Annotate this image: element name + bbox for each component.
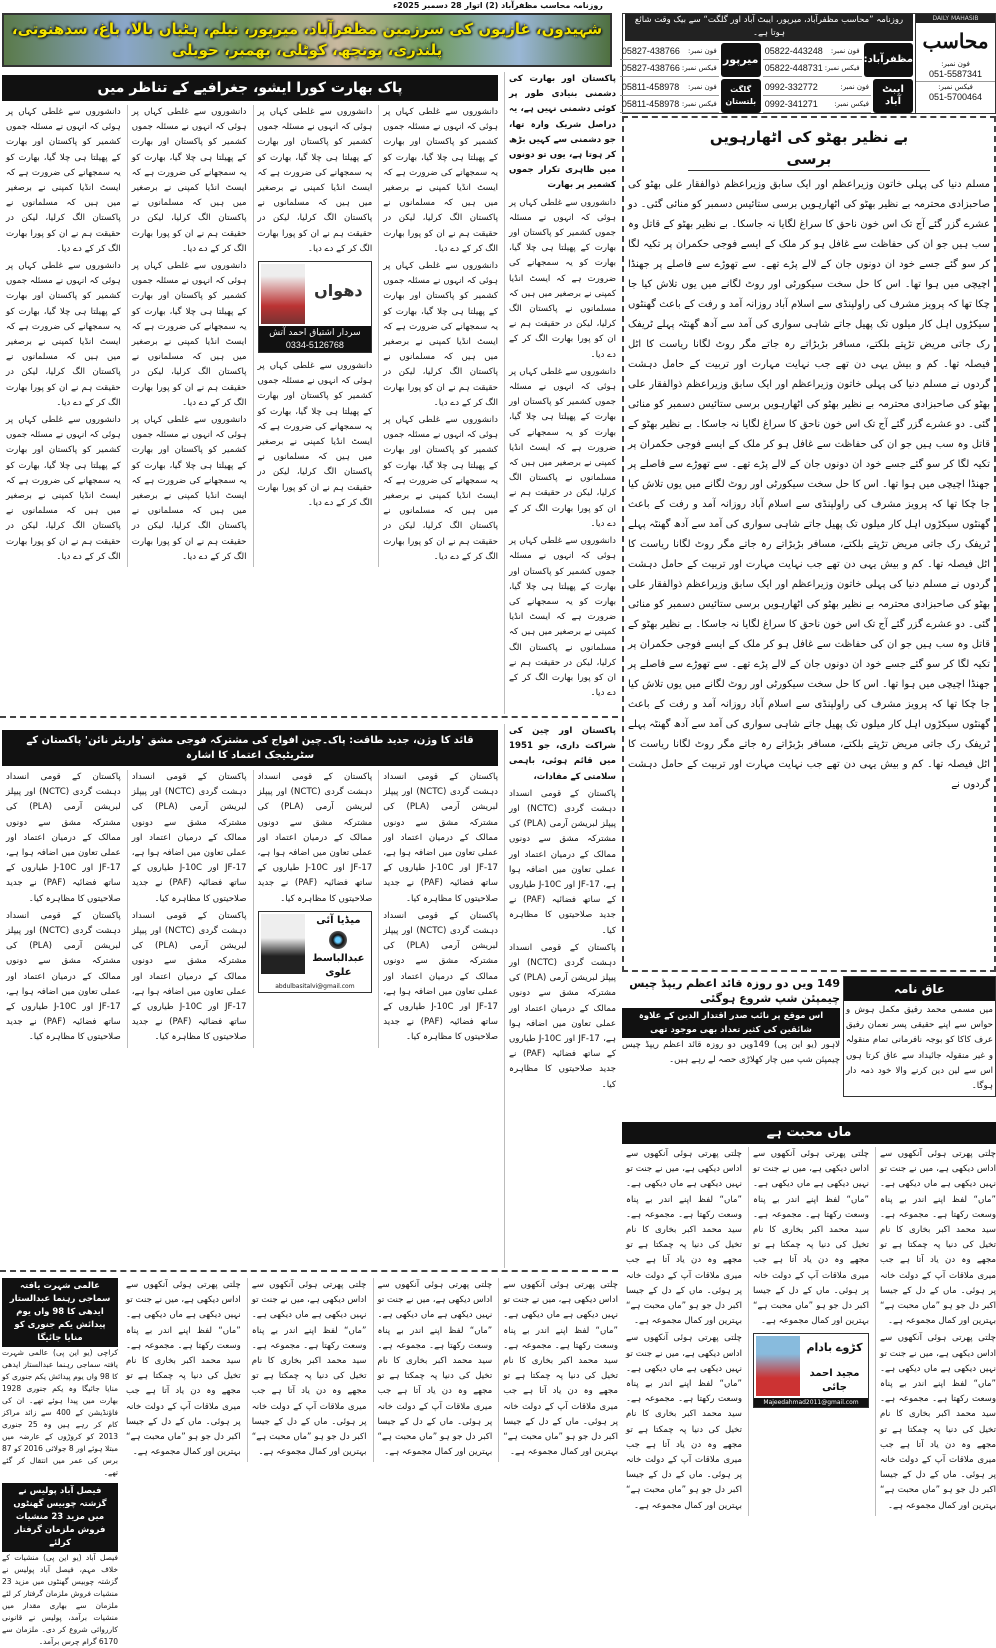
chess-news xyxy=(622,976,840,1068)
office-abbottabad: ایبٹ آباد فون نمبر: 0992-332772 فیکس نمبر: 0992-341271 xyxy=(763,79,913,113)
tagline: روزنامہ ”محاسب مظفرآباد، میرپور، ایبٹ آباد اور گلگت“ سے بیک وقت شائع ہوتا ہے۔ xyxy=(625,14,913,41)
faisalabad-news-title: فیصل آباد پولیس نے گزشتہ چوبیس گھنٹوں میں مزید 23 منشیات فروش ملزمان گرفتار کرلئے xyxy=(2,1483,118,1552)
author-box xyxy=(258,261,373,353)
notice-body: میں مسمی محمد رفیق مکمل ہوش و حواس سے اپنے حقیقی پسر نعمان رفیق عرف کاکا کو بوجہ نافرمانی تمام منقولہ و غیر منقولہ جائیداد سے عاق کرتا ہوں اس سے لین دین کرنے والا خود ذمہ دار ہوگا۔ xyxy=(846,1005,993,1092)
author-box-2 xyxy=(258,911,373,993)
camera-icon xyxy=(329,931,347,949)
author-name: عبدالباسط علوی xyxy=(312,952,365,978)
islamabad-fax: فیکس نمبر: 051-5700464 xyxy=(928,83,983,102)
article-2-lead: پاکستان اور چین کی شراکت داری، جو 1951 میں قائم ہوئی، باہمی سلامتی کے مفادات، xyxy=(509,726,616,782)
chess-news-body: لاہور (یو این پی) 149ویں دو روزہ قائد اعظم ریپڈ چیس چیمپئن شپ میں چار کھلاڑی حصہ لے رہے ہیں۔ xyxy=(622,1040,841,1066)
article-1-body: دانشوروں سے غلطی کہاں پر ہوئی کہ انہوں نے مسئلہ جموں کشمیر کو پاکستان اور بھارت کے پھیلتا ہی چلا گیا، بھارت کو یہ سمجھانے کی ضرورت ہے کہ ایسٹ انڈیا کمپنی نے برصغیر میں ہیں کہ مسلمانوں نے پاکستان الگ کرلیا، لیکن در حقیقت ہم نے ان کو پورا بھارت الگ کر کے دے دیا۔ دانشوروں سے غلطی کہاں پر ہوئی کہ انہوں نے مسئلہ جموں کشمیر کو پاکستان اور بھارت کے پھیلتا ہی چلا گیا، بھارت کو یہ سمجھانے کی ضرورت ہے کہ ایسٹ انڈیا کمپنی نے برصغیر میں ہیں کہ مسلمانوں نے پاکستان الگ کرلیا، لیکن در حقیقت ہم نے ان کو پورا بھارت الگ کر کے دے دیا۔ دانشوروں سے غلطی کہاں پر ہوئی کہ انہوں نے مسئلہ جموں کشمیر کو پاکستان اور بھارت کے پھیلتا ہی چلا گیا، بھارت کو یہ سمجھانے کی ضرورت ہے کہ ایسٹ انڈیا کمپنی نے برصغیر میں ہیں کہ مسلمانوں نے پاکستان الگ کرلیا، لیکن در حقیقت ہم نے ان کو پورا بھارت الگ کر کے دے دیا۔ دانشوروں سے غلطی کہاں پر ہوئی کہ انہوں نے مسئلہ جموں کشمیر کو پاکستان اور بھارت کے پھیلتا ہی چلا گیا، بھارت کو یہ سمجھانے کی ضرورت ہے کہ ایسٹ انڈیا کمپنی نے برصغیر میں ہیں کہ مسلمانوں نے پاکستان الگ کرلیا، لیکن در حقیقت ہم نے ان کو پورا بھارت الگ کر کے دے دیا۔ دھواں سردار اشتیاق احمد آتش 0334-5126768 دانشوروں سے غلطی کہاں پر ہوئی کہ انہوں نے مسئلہ جموں کشمیر کو پاکستان اور بھارت کے پھیلتا ہی چلا گیا، بھارت کو یہ سمجھانے کی ضرورت ہے کہ ایسٹ انڈیا کمپنی نے برصغیر میں ہیں کہ مسلمانوں نے پاکستان الگ کرلیا، لیکن در حقیقت ہم نے ان کو پورا بھارت الگ کر کے دے دیا۔ دانشوروں سے غلطی کہاں پر ہوئی کہ انہوں نے مسئلہ جموں کشمیر کو پاکستان اور بھارت کے پھیلتا ہی چلا گیا، بھارت کو یہ سمجھانے کی ضرورت ہے کہ ایسٹ انڈیا کمپنی نے برصغیر میں ہیں کہ مسلمانوں نے پاکستان الگ کرلیا، لیکن در حقیقت ہم نے ان کو پورا بھارت الگ کر کے دے دیا۔ دانشوروں سے غلطی کہاں پر ہوئی کہ انہوں نے مسئلہ جموں کشمیر کو پاکستان اور بھارت کے پھیلتا ہی چلا گیا، بھارت کو یہ سمجھانے کی ضرورت ہے کہ ایسٹ انڈیا کمپنی نے برصغیر میں ہیں کہ مسلمانوں نے پاکستان الگ کرلیا، لیکن در حقیقت ہم نے ان کو پورا بھارت الگ کر کے دے دیا۔ دانشوروں سے غلطی کہاں پر ہوئی کہ انہوں نے مسئلہ جموں کشمیر کو پاکستان اور بھارت کے پھیلتا ہی چلا گیا، بھارت کو یہ سمجھانے کی ضرورت ہے کہ ایسٹ انڈیا کمپنی نے برصغیر میں ہیں کہ مسلمانوں نے پاکستان الگ کرلیا، لیکن در حقیقت ہم نے ان کو پورا بھارت الگ کر کے دے دیا۔ دانشوروں سے غلطی کہاں پر ہوئی کہ انہوں نے مسئلہ جموں کشمیر کو پاکستان اور بھارت کے پھیلتا ہی چلا گیا، بھارت کو یہ سمجھانے کی ضرورت ہے کہ ایسٹ انڈیا کمپنی نے برصغیر میں ہیں کہ مسلمانوں نے پاکستان الگ کرلیا، لیکن در حقیقت ہم نے ان کو پورا بھارت الگ کر کے دے دیا۔ دانشوروں سے غلطی کہاں پر ہوئی کہ انہوں نے مسئلہ جموں کشمیر کو پاکستان اور بھارت کے پھیلتا ہی چلا گیا، بھارت کو یہ سمجھانے کی ضرورت ہے کہ ایسٹ انڈیا کمپنی نے برصغیر میں ہیں کہ مسلمانوں نے پاکستان الگ کرلیا، لیکن در حقیقت ہم نے ان کو پورا بھارت الگ کر کے دے دیا۔ دانشوروں سے غلطی کہاں پر ہوئی کہ انہوں نے مسئلہ جموں کشمیر کو پاکستان اور بھارت کے پھیلتا ہی چلا گیا، بھارت کو یہ سمجھانے کی ضرورت ہے کہ ایسٹ انڈیا کمپنی نے برصغیر میں ہیں کہ مسلمانوں نے پاکستان الگ کرلیا، لیکن در حقیقت ہم نے ان کو پورا بھارت الگ کر کے دے دیا۔ xyxy=(2,105,498,567)
article-2-body: پاکستان کے قومی انسداد دہشت گردی (NCTC) اور پیپلز لبریشن آرمی (PLA) کی مشترکہ مشق سے دونوں ممالک کے درمیان اعتماد اور عملی تعاون میں اضافہ ہوا ہے، JF-17 اور J-10C طیاروں کے ساتھ فضائیہ (PAF) نے جدید صلاحیتوں کا مظاہرہ کیا۔ پاکستان کے قومی انسداد دہشت گردی (NCTC) اور پیپلز لبریشن آرمی (PLA) کی مشترکہ مشق سے دونوں ممالک کے درمیان اعتماد اور عملی تعاون میں اضافہ ہوا ہے، JF-17 اور J-10C طیاروں کے ساتھ فضائیہ (PAF) نے جدید صلاحیتوں کا مظاہرہ کیا۔ پاکستان کے قومی انسداد دہشت گردی (NCTC) اور پیپلز لبریشن آرمی (PLA) کی مشترکہ مشق سے دونوں ممالک کے درمیان اعتماد اور عملی تعاون میں اضافہ ہوا ہے، JF-17 اور J-10C طیاروں کے ساتھ فضائیہ (PAF) نے جدید صلاحیتوں کا مظاہرہ کیا۔ میڈیا آئی عبدالباسط علوی abdulbasitalvi@gmail.com پاکستان کے قومی انسداد دہشت گردی (NCTC) اور پیپلز لبریشن آرمی (PLA) کی مشترکہ مشق سے دونوں ممالک کے درمیان اعتماد اور عملی تعاون میں اضافہ ہوا ہے، JF-17 اور J-10C طیاروں کے ساتھ فضائیہ (PAF) نے جدید صلاحیتوں کا مظاہرہ کیا۔ پاکستان کے قومی انسداد دہشت گردی (NCTC) اور پیپلز لبریشن آرمی (PLA) کی مشترکہ مشق سے دونوں ممالک کے درمیان اعتماد اور عملی تعاون میں اضافہ ہوا ہے، JF-17 اور J-10C طیاروں کے ساتھ فضائیہ (PAF) نے جدید صلاحیتوں کا مظاہرہ کیا۔ پاکستان کے قومی انسداد دہشت گردی (NCTC) اور پیپلز لبریشن آرمی (PLA) کی مشترکہ مشق سے دونوں ممالک کے درمیان اعتماد اور عملی تعاون میں اضافہ ہوا ہے، JF-17 اور J-10C طیاروں کے ساتھ فضائیہ (PAF) نے جدید صلاحیتوں کا مظاہرہ کیا۔ پاکستان کے قومی انسداد دہشت گردی (NCTC) اور پیپلز لبریشن آرمی (PLA) کی مشترکہ مشق سے دونوں ممالک کے درمیان اعتماد اور عملی تعاون میں اضافہ ہوا ہے، JF-17 اور J-10C طیاروں کے ساتھ فضائیہ (PAF) نے جدید صلاحیتوں کا مظاہرہ کیا۔ xyxy=(2,770,498,1048)
disownment-notice xyxy=(843,976,996,1097)
masthead xyxy=(622,13,996,114)
chess-news-title: 149 ویں دو روزہ قائد اعظم ریپڈ چیس چیمپئن شپ شروع ہوگئی xyxy=(629,977,840,1005)
article-3-body-right: چلتی پھرتی ہوئی آنکھوں سے اداس دیکھی ہے، میں نے جنت تو نہیں دیکھی ہے ماں دیکھی ہے۔ ”ماں“ لفظ اپنے اندر بے پناہ وسعت رکھتا ہے۔ مجموعہ ہے۔ سید محمد اکبر بخاری کا نام تخیل کی دنیا پہ چمکتا ہے تو مجھے وہ دن یاد آتا ہے جب میری ملاقات آپ کے دولت خانہ پر ہوئی۔ ماں کے دل کے جیسا اکبر دل جو ہو ”ماں محبت ہے“ بہترین اور کمال مجموعہ ہے۔ چلتی پھرتی ہوئی آنکھوں سے اداس دیکھی ہے، میں نے جنت تو نہیں دیکھی ہے ماں دیکھی ہے۔ ”ماں“ لفظ اپنے اندر بے پناہ وسعت رکھتا ہے۔ مجموعہ ہے۔ سید محمد اکبر بخاری کا نام تخیل کی دنیا پہ چمکتا ہے تو مجھے وہ دن یاد آتا ہے جب میری ملاقات آپ کے دولت خانہ پر ہوئی۔ ماں کے دل کے جیسا اکبر دل جو ہو ”ماں محبت ہے“ بہترین اور کمال مجموعہ ہے۔ چلتی پھرتی ہوئی آنکھوں سے اداس دیکھی ہے، میں نے جنت تو نہیں دیکھی ہے ماں دیکھی ہے۔ ”ماں“ لفظ اپنے اندر بے پناہ وسعت رکھتا ہے۔ مجموعہ ہے۔ سید محمد اکبر بخاری کا نام تخیل کی دنیا پہ چمکتا ہے تو مجھے وہ دن یاد آتا ہے جب میری ملاقات آپ کے دولت خانہ پر ہوئی۔ ماں کے دل کے جیسا اکبر دل جو ہو ”ماں محبت ہے“ بہترین اور کمال مجموعہ ہے۔ کڑوے بادام مجید احمد جائی Majeedahmad2011@gmail.com چلتی پھرتی ہوئی آنکھوں سے اداس دیکھی ہے، میں نے جنت تو نہیں دیکھی ہے ماں دیکھی ہے۔ ”ماں“ لفظ اپنے اندر بے پناہ وسعت رکھتا ہے۔ مجموعہ ہے۔ سید محمد اکبر بخاری کا نام تخیل کی دنیا پہ چمکتا ہے تو مجھے وہ دن یاد آتا ہے جب میری ملاقات آپ کے دولت خانہ پر ہوئی۔ ماں کے دل کے جیسا اکبر دل جو ہو ”ماں محبت ہے“ بہترین اور کمال مجموعہ ہے۔ چلتی پھرتی ہوئی آنکھوں سے اداس دیکھی ہے، میں نے جنت تو نہیں دیکھی ہے ماں دیکھی ہے۔ ”ماں“ لفظ اپنے اندر بے پناہ وسعت رکھتا ہے۔ مجموعہ ہے۔ سید محمد اکبر بخاری کا نام تخیل کی دنیا پہ چمکتا ہے تو مجھے وہ دن یاد آتا ہے جب میری ملاقات آپ کے دولت خانہ پر ہوئی۔ ماں کے دل کے جیسا اکبر دل جو ہو ”ماں محبت ہے“ بہترین اور کمال مجموعہ ہے۔ xyxy=(622,1147,996,1516)
article-2 xyxy=(0,722,618,1272)
article-3-body-left: چلتی پھرتی ہوئی آنکھوں سے اداس دیکھی ہے، میں نے جنت تو نہیں دیکھی ہے ماں دیکھی ہے۔ ”ماں“ لفظ اپنے اندر بے پناہ وسعت رکھتا ہے۔ مجموعہ ہے۔ سید محمد اکبر بخاری کا نام تخیل کی دنیا پہ چمکتا ہے تو مجھے وہ دن یاد آتا ہے جب میری ملاقات آپ کے دولت خانہ پر ہوئی۔ ماں کے دل کے جیسا اکبر دل جو ہو ”ماں محبت ہے“ بہترین اور کمال مجموعہ ہے۔ چلتی پھرتی ہوئی آنکھوں سے اداس دیکھی ہے، میں نے جنت تو نہیں دیکھی ہے ماں دیکھی ہے۔ ”ماں“ لفظ اپنے اندر بے پناہ وسعت رکھتا ہے۔ مجموعہ ہے۔ سید محمد اکبر بخاری کا نام تخیل کی دنیا پہ چمکتا ہے تو مجھے وہ دن یاد آتا ہے جب میری ملاقات آپ کے دولت خانہ پر ہوئی۔ ماں کے دل کے جیسا اکبر دل جو ہو ”ماں محبت ہے“ بہترین اور کمال مجموعہ ہے۔ چلتی پھرتی ہوئی آنکھوں سے اداس دیکھی ہے، میں نے جنت تو نہیں دیکھی ہے ماں دیکھی ہے۔ ”ماں“ لفظ اپنے اندر بے پناہ وسعت رکھتا ہے۔ مجموعہ ہے۔ سید محمد اکبر بخاری کا نام تخیل کی دنیا پہ چمکتا ہے تو مجھے وہ دن یاد آتا ہے جب میری ملاقات آپ کے دولت خانہ پر ہوئی۔ ماں کے دل کے جیسا اکبر دل جو ہو ”ماں محبت ہے“ بہترین اور کمال مجموعہ ہے۔ چلتی پھرتی ہوئی آنکھوں سے اداس دیکھی ہے، میں نے جنت تو نہیں دیکھی ہے ماں دیکھی ہے۔ ”ماں“ لفظ اپنے اندر بے پناہ وسعت رکھتا ہے۔ مجموعہ ہے۔ سید محمد اکبر بخاری کا نام تخیل کی دنیا پہ چمکتا ہے تو مجھے وہ دن یاد آتا ہے جب میری ملاقات آپ کے دولت خانہ پر ہوئی۔ ماں کے دل کے جیسا اکبر دل جو ہو ”ماں محبت ہے“ بہترین اور کمال مجموعہ ہے۔ xyxy=(122,1278,618,1462)
author-phone: 0334-5126768 xyxy=(285,340,344,351)
edhi-news xyxy=(2,1278,118,1479)
author-photo xyxy=(756,1336,800,1396)
author-photo xyxy=(261,914,305,974)
article-1-right-column: پاکستان اور بھارت کی دشمنی بنیادی طور پر کوئی دشمنی نہیں ہے، یہ دراصل شریک وارہ تھا، جو دشمنی سے کہیں بڑھ کر ہوتا ہے، یوں تو دونوں میں ظاہری تکرار جموں کشمیر پر بھارت دانشوروں سے غلطی کہاں پر ہوئی کہ انہوں نے مسئلہ جموں کشمیر کو پاکستان اور بھارت کے پھیلتا ہی چلا گیا، بھارت کو یہ سمجھانے کی ضرورت ہے کہ ایسٹ انڈیا کمپنی نے برصغیر میں ہیں کہ مسلمانوں نے پاکستان الگ کرلیا، لیکن در حقیقت ہم نے ان کو پورا بھارت الگ کر کے دے دیا۔ دانشوروں سے غلطی کہاں پر ہوئی کہ انہوں نے مسئلہ جموں کشمیر کو پاکستان اور بھارت کے پھیلتا ہی چلا گیا، بھارت کو یہ سمجھانے کی ضرورت ہے کہ ایسٹ انڈیا کمپنی نے برصغیر میں ہیں کہ مسلمانوں نے پاکستان الگ کرلیا، لیکن در حقیقت ہم نے ان کو پورا بھارت الگ کر کے دے دیا۔ دانشوروں سے غلطی کہاں پر ہوئی کہ انہوں نے مسئلہ جموں کشمیر کو پاکستان اور بھارت کے پھیلتا ہی چلا گیا، بھارت کو یہ سمجھانے کی ضرورت ہے کہ ایسٹ انڈیا کمپنی نے برصغیر میں ہیں کہ مسلمانوں نے پاکستان الگ کرلیا، لیکن در حقیقت ہم نے ان کو پورا بھارت الگ کر کے دے دیا۔ xyxy=(504,72,616,714)
banner xyxy=(2,13,612,67)
office-gilgit: گلگت بلتستان فون نمبر: 05811-458978 فیکس نمبر: 05811-458978 xyxy=(620,79,761,113)
article-2-right-column: پاکستان اور چین کی شراکت داری، جو 1951 میں قائم ہوئی، باہمی سلامتی کے مفادات، پاکستان کے قومی انسداد دہشت گردی (NCTC) اور پیپلز لبریشن آرمی (PLA) کی مشترکہ مشق سے دونوں ممالک کے درمیان اعتماد اور عملی تعاون میں اضافہ ہوا ہے، JF-17 اور J-10C طیاروں کے ساتھ فضائیہ (PAF) نے جدید صلاحیتوں کا مظاہرہ کیا۔ پاکستان کے قومی انسداد دہشت گردی (NCTC) اور پیپلز لبریشن آرمی (PLA) کی مشترکہ مشق سے دونوں ممالک کے درمیان اعتماد اور عملی تعاون میں اضافہ ہوا ہے، JF-17 اور J-10C طیاروں کے ساتھ فضائیہ (PAF) نے جدید صلاحیتوں کا مظاہرہ کیا۔ xyxy=(504,724,616,1268)
left-briefs xyxy=(2,1278,118,1648)
edhi-news-title: عالمی شہرت یافتہ سماجی رہنما عبدالستار ایدھی کا 98 واں یوم پیدائش یکم جنوری کو منایا جائیگا xyxy=(2,1278,118,1347)
column-name: دھواں xyxy=(314,281,363,301)
chess-news-subtitle: اس موقع پر نائب صدر اقتدار الدین کے علاوہ شائقین کی کثیر تعداد بھی موجود تھی xyxy=(622,1008,840,1038)
article-3-title: ماں محبت ہے xyxy=(622,1122,996,1144)
author-box-3 xyxy=(753,1333,869,1408)
faisalabad-news xyxy=(2,1483,118,1648)
islamabad-phone: فون نمبر: 051-5587341 xyxy=(916,59,995,82)
article-1-title: پاک بھارت کورا ایشو، جغرافیے کے تناظر میں xyxy=(2,75,498,101)
author-email: Majeedahmad2011@gmail.com xyxy=(754,1398,868,1407)
office-muzaffarabad: مظفرآباد: فون نمبر: 05822-443248 فیکس نمبر: 05822-448731 xyxy=(763,43,913,77)
notice-title: عاق نامہ xyxy=(844,977,995,1001)
date-line: روزنامہ محاسب مظفرآباد (2) اتوار 28 دسمبر 2025ء xyxy=(393,1,603,10)
logo-urdu: محاسب xyxy=(922,29,989,53)
office-mirpur: میرپور فون نمبر: 05827-438766 فیکس نمبر: 05827-438766 xyxy=(620,43,761,77)
logo-en: DAILY MAHASIB xyxy=(916,14,995,23)
article-1 xyxy=(0,70,618,718)
article-2-title: قائد کا وژن، جدید طاقت: پاک۔چین افواج کی مشترکہ فوجی مشق 'واریئر نائن' پاکستان کے سٹریٹیجک اعتماد کا اشارہ xyxy=(2,730,498,766)
column-name: میڈیا آئی xyxy=(316,914,361,926)
column-name: کڑوے بادام xyxy=(806,1341,863,1355)
author-email: abdulbasitalvi@gmail.com xyxy=(275,982,355,990)
faisalabad-news-body: فیصل آباد (یو این پی) منشیات کے خلاف مہم، فیصل آباد پولیس نے گزشتہ چوبیس گھنٹوں میں مزید 23 منشیات فروش ملزمان گرفتار کر لئے ملزمان سے بھاری مقدار میں منشیات برآمد، پولیس نے قانونی کارروائی شروع کر دی۔ ملزمان سے 6170 گرام چرس برآمد۔ xyxy=(2,1553,118,1646)
editorial xyxy=(622,116,996,972)
editorial-title: بے نظیر بھٹو کی اٹھارہویں برسی xyxy=(688,126,930,171)
edhi-news-body: کراچی (یو این پی) عالمی شہرت یافتہ سماجی رہنما عبدالستار ایدھی کا 98 واں یوم پیدائش یکم جنوری کو منایا جائیگا وہ یکم جنوری 1928 بھارت میں پیدا ہوئے تھے۔ ان کی فاؤنڈیشن کے 400 سے زائد مراکز کام کر رہے ہیں وہ 25 جنوری 2013 کو کروڑوں کے عارضہ میں مبتلا ہوئے اور 8 جولائی 2016 کو 87 برس کی عمر میں انتقال کر گئے تھے۔ xyxy=(2,1348,118,1477)
banner-text: شہیدوں، غازیوں کی سرزمین مظفرآباد، میرپور، نیلم، ہٹیاں بالا، باغ، سدھنوتی، پلندری، پونچھ، کوٹلی، بھمبر، حویلی xyxy=(11,20,603,59)
author-photo xyxy=(261,264,305,324)
author-name: سردار اشتیاق احمد آتش xyxy=(269,328,361,339)
article-1-lead: پاکستان اور بھارت کی دشمنی بنیادی طور پر کوئی دشمنی نہیں ہے، یہ دراصل شریک وارہ تھا، جو دشمنی سے کہیں بڑھ کر ہوتا ہے، یوں تو دونوں میں ظاہری تکرار جموں کشمیر پر بھارت xyxy=(509,74,616,191)
editorial-body: مسلم دنیا کی پہلی خاتون وزیراعظم اور ایک سابق وزیراعظم ذوالفقار علی بھٹو کی صاحبزادی محترمہ بے نظیر بھٹو کی اٹھارہویں برسی ستائیس دسمبر کو منائی گئی۔ دو عشرے گزر گئے آج تک اس خون ناحق کا سراغ لگایا نہ جاسکا۔ بے نظیر بھٹو کے قاتل وہ سب ہیں جو ان کی حفاظت سے غافل ہو کر ملک کے ایسے فوجی حکمران پر تکیہ لگا کر سو گئے جسے خود ان دونوں جان کے لالے پڑے تھے۔ سے تھوڑے سے فاصلے پر جھنڈا اچیچی میں ہوا تھا۔ اس کا حل سخت سیکورٹی اور روٹ لگانے میں یوں تلاش کیا جا چکا تھا کہ پرویز مشرف کی راولپنڈی سے اسلام آباد روزانہ آمد و رفت کے باعث گھنٹوں سیکڑوں اہل کار میلوں تک پھیل جاتے شاہی سواری کی آمد سے آدھ گھنٹہ پہلے ٹریفک رک جاتی مریض تڑپتے بلکتے، مسافر بڑبڑاتے رہ جاتے مگر روٹ لگانا ریاست کا اٹل فیصلہ تھا۔ کم و بیش یہی دن تھے جب نہایت مہارت اور تربیت کے حامل دہشت گردوں نے مسلم دنیا کی پہلی خاتون وزیراعظم اور ایک سابق وزیراعظم ذوالفقار علی بھٹو کی صاحبزادی محترمہ بے نظیر بھٹو کی اٹھارہویں برسی ستائیس دسمبر کو منائی گئی۔ دو عشرے گزر گئے آج تک اس خون ناحق کا سراغ لگایا نہ جاسکا۔ بے نظیر بھٹو کے قاتل وہ سب ہیں جو ان کی حفاظت سے غافل ہو کر ملک کے ایسے فوجی حکمران پر تکیہ لگا کر سو گئے جسے خود ان دونوں جان کے لالے پڑے تھے۔ سے تھوڑے سے فاصلے پر جھنڈا اچیچی میں ہوا تھا۔ اس کا حل سخت سیکورٹی اور روٹ لگانے میں یوں تلاش کیا جا چکا تھا کہ پرویز مشرف کی راولپنڈی سے اسلام آباد روزانہ آمد و رفت کے باعث گھنٹوں سیکڑوں اہل کار میلوں تک پھیل جاتے شاہی سواری کی آمد سے آدھ گھنٹہ پہلے ٹریفک رک جاتی مریض تڑپتے بلکتے، مسافر بڑبڑاتے رہ جاتے مگر روٹ لگانا ریاست کا اٹل فیصلہ تھا۔ کم و بیش یہی دن تھے جب نہایت مہارت اور تربیت کے حامل دہشت گردوں نے مسلم دنیا کی پہلی خاتون وزیراعظم اور ایک سابق وزیراعظم ذوالفقار علی بھٹو کی صاحبزادی محترمہ بے نظیر بھٹو کی اٹھارہویں برسی ستائیس دسمبر کو منائی گئی۔ دو عشرے گزر گئے آج تک اس خون ناحق کا سراغ لگایا نہ جاسکا۔ بے نظیر بھٹو کے قاتل وہ سب ہیں جو ان کی حفاظت سے غافل ہو کر ملک کے ایسے فوجی حکمران پر تکیہ لگا کر سو گئے جسے خود ان دونوں جان کے لالے پڑے تھے۔ سے تھوڑے سے فاصلے پر جھنڈا اچیچی میں ہوا تھا۔ اس کا حل سخت سیکورٹی اور روٹ لگانے میں یوں تلاش کیا جا چکا تھا کہ پرویز مشرف کی راولپنڈی سے اسلام آباد روزانہ آمد و رفت کے باعث گھنٹوں سیکڑوں اہل کار میلوں تک پھیل جاتے شاہی سواری کی آمد سے آدھ گھنٹہ پہلے ٹریفک رک جاتی مریض تڑپتے بلکتے، مسافر بڑبڑاتے رہ جاتے مگر روٹ لگانا ریاست کا اٹل فیصلہ تھا۔ کم و بیش یہی دن تھے جب نہایت مہارت اور تربیت کے حامل دہشت گردوں نے xyxy=(628,179,991,790)
author-name: مجید احمد جائی xyxy=(809,1368,860,1394)
logo xyxy=(915,14,995,113)
